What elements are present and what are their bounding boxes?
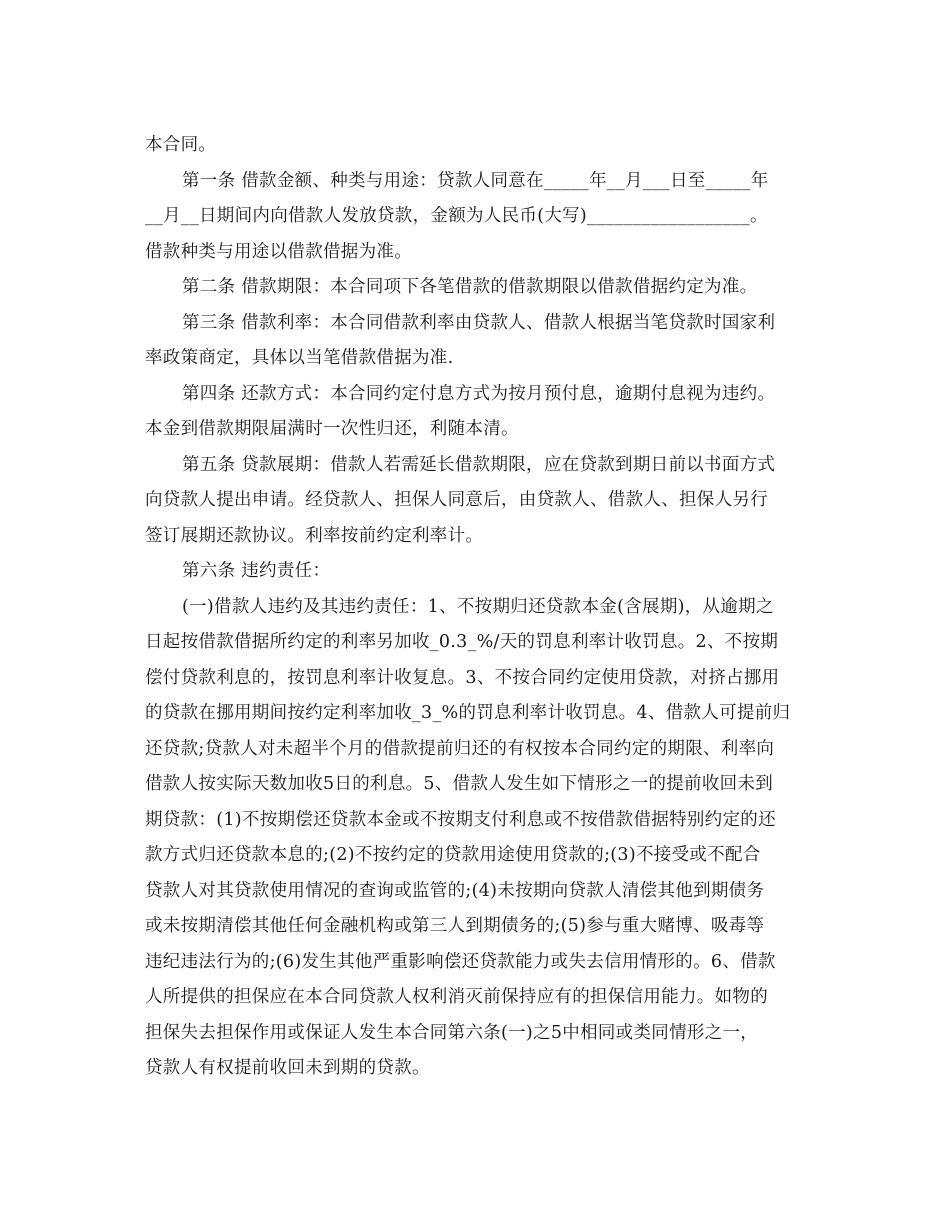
text-line: 借款种类与用途以借款借据为准。 bbox=[145, 241, 412, 262]
text-line: 向贷款人提出申请。经贷款人、担保人同意后，由贷款人、借款人、担保人另行 bbox=[145, 490, 768, 510]
text-line: 违纪违法行为的;(6)发生其他严重影响偿还贷款能力或失去信用情形的。6、借款 bbox=[145, 951, 776, 972]
text-line: 款方式归还贷款本息的;(2)不按约定的贷款用途使用贷款的;(3)不接受或不配合 bbox=[145, 845, 761, 865]
text-line: 偿付贷款利息的，按罚息利率计收复息。3、不按合同约定使用贷款，对挤占挪用 bbox=[145, 667, 780, 688]
text-line: 日起按借款借据所约定的利率另加收_0.3_%/天的罚息利率计收罚息。2、不按期 bbox=[145, 632, 779, 652]
text-line: 本金到借款期限届满时一次性归还，利随本清。 bbox=[145, 419, 519, 439]
contract-body bbox=[145, 128, 805, 1087]
text-line: 的贷款在挪用期间按约定利率加收_3_%的罚息利率计收罚息。4、借款人可提前归 bbox=[145, 703, 791, 723]
text-line: 签订展期还款协议。利率按前约定利率计。 bbox=[145, 525, 484, 546]
text-line: 期贷款：(1)不按期偿还贷款本金或不按期支付利息或不按借款借据特别约定的还 bbox=[145, 809, 776, 830]
text-line: 第二条 借款期限：本合同项下各笔借款的借款期限以借款借据约定为准。 bbox=[182, 277, 758, 297]
text-line: __月__日期间内向借款人发放贷款，金额为人民币(大写)__________________。 bbox=[145, 206, 768, 226]
text-line: 第三条 借款利率：本合同借款利率由贷款人、借款人根据当笔贷款时国家利 bbox=[182, 312, 776, 333]
text-line: 第六条 违约责任： bbox=[182, 561, 331, 581]
text-line: 还贷款;贷款人对未超半个月的借款提前归还的有权按本合同约定的期限、利率向 bbox=[145, 738, 775, 759]
text-line: 人所提供的担保应在本合同贷款人权利消灭前保持应有的担保信用能力。如物的 bbox=[145, 987, 768, 1007]
text-line: 率政策商定，具体以当笔借款借据为准. bbox=[145, 348, 454, 368]
text-line: 贷款人有权提前收回未到期的贷款。 bbox=[145, 1058, 430, 1078]
text-line: 贷款人对其贷款使用情况的查询或监管的;(4)未按期向贷款人清偿其他到期债务 bbox=[145, 880, 765, 901]
text-line: 第四条 还款方式：本合同约定付息方式为按月预付息，逾期付息视为违约。 bbox=[182, 383, 776, 404]
text-line: 第一条 借款金额、种类与用途：贷款人同意在_____年__月___日至_____年 bbox=[182, 170, 769, 191]
text-line: 借款人按实际天数加收5日的利息。5、借款人发生如下情形之一的提前收回未到 bbox=[145, 774, 774, 794]
text-line: (一)借款人违约及其违约责任：1、不按期归还贷款本金(含展期)，从逾期之 bbox=[182, 596, 774, 617]
text-line: 担保失去担保作用或保证人发生本合同第六条(一)之5中相同或类同情形之一， bbox=[145, 1022, 759, 1043]
text-line: 第五条 贷款展期：借款人若需延长借款期限，应在贷款到期日前以书面方式 bbox=[182, 454, 776, 475]
text-line: 或未按期清偿其他任何金融机构或第三人到期债务的;(5)参与重大赌博、吸毒等 bbox=[145, 916, 765, 936]
text-line: 本合同。 bbox=[145, 135, 217, 155]
